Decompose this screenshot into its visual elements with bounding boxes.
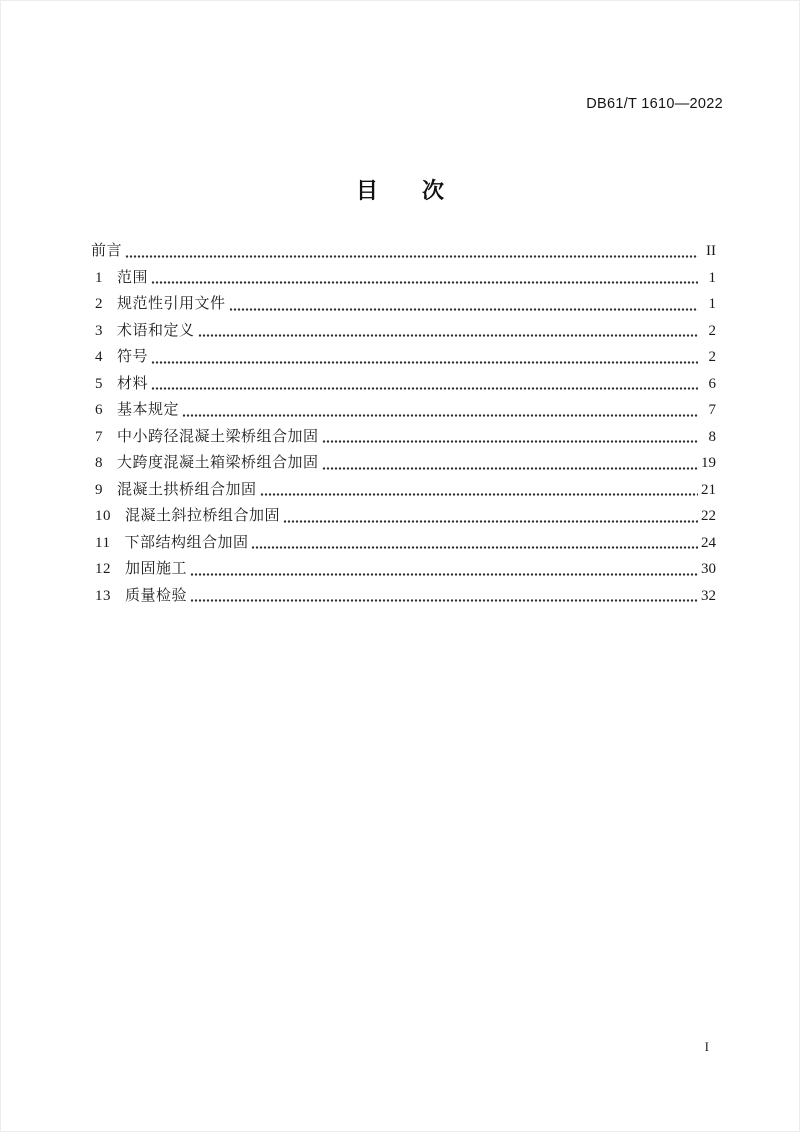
toc-dot-leader	[151, 281, 698, 284]
toc-entry-number: 11	[95, 534, 111, 551]
toc-entry-label: 规范性引用文件	[117, 296, 226, 312]
toc-row	[91, 344, 716, 371]
toc-entry-page: II	[706, 243, 716, 259]
toc-dot-leader	[260, 493, 698, 496]
toc-dot-leader	[198, 334, 698, 337]
toc-entry-label: 加固施工	[125, 561, 188, 577]
toc-row	[91, 530, 716, 557]
toc-row	[91, 371, 716, 398]
standard-code-header: DB61/T 1610—2022	[586, 96, 723, 112]
toc-entry-number: 3	[95, 322, 103, 339]
toc-entry-number: 2	[95, 296, 103, 312]
toc-dot-leader	[190, 599, 698, 602]
toc-entry-page: 19	[701, 455, 716, 471]
toc-dot-leader	[322, 440, 698, 443]
toc-entry-page: 24	[701, 534, 716, 551]
toc-dot-leader	[125, 255, 698, 258]
toc-row	[91, 424, 716, 451]
toc-row	[91, 265, 716, 292]
toc-row	[91, 291, 716, 318]
toc-dot-leader	[190, 573, 698, 576]
footer-page-number: I	[704, 1039, 709, 1054]
toc-row	[91, 556, 716, 583]
toc-entry-page: 7	[708, 402, 716, 418]
toc-entry-label: 基本规定	[117, 402, 180, 418]
toc-list	[91, 238, 716, 609]
toc-entry-number: 5	[95, 375, 103, 392]
toc-entry-label: 范围	[117, 269, 149, 286]
toc-entry-label: 大跨度混凝土箱梁桥组合加固	[117, 455, 319, 471]
toc-entry-page: 30	[701, 561, 716, 577]
toc-dot-leader	[283, 520, 698, 523]
toc-entry-page: 1	[708, 296, 716, 312]
toc-entry-number: 10	[95, 508, 111, 524]
toc-entry-number: 8	[95, 455, 103, 471]
toc-row	[91, 503, 716, 530]
toc-row	[91, 583, 716, 610]
toc-entry-number: 7	[95, 428, 103, 445]
toc-entry-page: 6	[708, 375, 716, 392]
toc-entry-label: 中小跨径混凝土梁桥组合加固	[117, 428, 319, 445]
toc-row	[91, 318, 716, 345]
toc-entry-label: 符号	[117, 349, 149, 365]
toc-entry-page: 8	[708, 428, 716, 445]
toc-entry-label: 术语和定义	[117, 322, 195, 339]
toc-entry-page: 1	[708, 269, 716, 286]
toc-entry-page: 21	[701, 481, 716, 498]
toc-entry-label: 前言	[91, 243, 123, 259]
toc-entry-number: 9	[95, 481, 103, 498]
toc-dot-leader	[151, 361, 698, 364]
toc-entry-number: 4	[95, 349, 103, 365]
toc-entry-number: 6	[95, 402, 103, 418]
toc-entry-number: 13	[95, 587, 111, 604]
toc-dot-leader	[151, 387, 698, 390]
toc-entry-label: 材料	[117, 375, 149, 392]
toc-entry-page: 2	[708, 322, 716, 339]
toc-dot-leader	[229, 308, 698, 311]
toc-entry-page: 22	[701, 508, 716, 524]
toc-entry-number: 1	[95, 269, 103, 286]
toc-entry-page: 2	[708, 349, 716, 365]
toc-dot-leader	[251, 546, 698, 549]
toc-entry-label: 下部结构组合加固	[124, 534, 249, 551]
toc-dot-leader	[182, 414, 698, 417]
toc-row	[91, 397, 716, 424]
toc-row	[91, 450, 716, 477]
toc-entry-page: 32	[701, 587, 716, 604]
toc-row	[91, 477, 716, 504]
page-title: 目 次	[355, 178, 444, 203]
toc-entry-label: 混凝土拱桥组合加固	[117, 481, 257, 498]
toc-dot-leader	[322, 467, 698, 470]
toc-entry-label: 质量检验	[125, 587, 188, 604]
toc-entry-number: 12	[95, 561, 111, 577]
toc-row	[91, 238, 716, 265]
toc-entry-label: 混凝土斜拉桥组合加固	[125, 508, 281, 524]
